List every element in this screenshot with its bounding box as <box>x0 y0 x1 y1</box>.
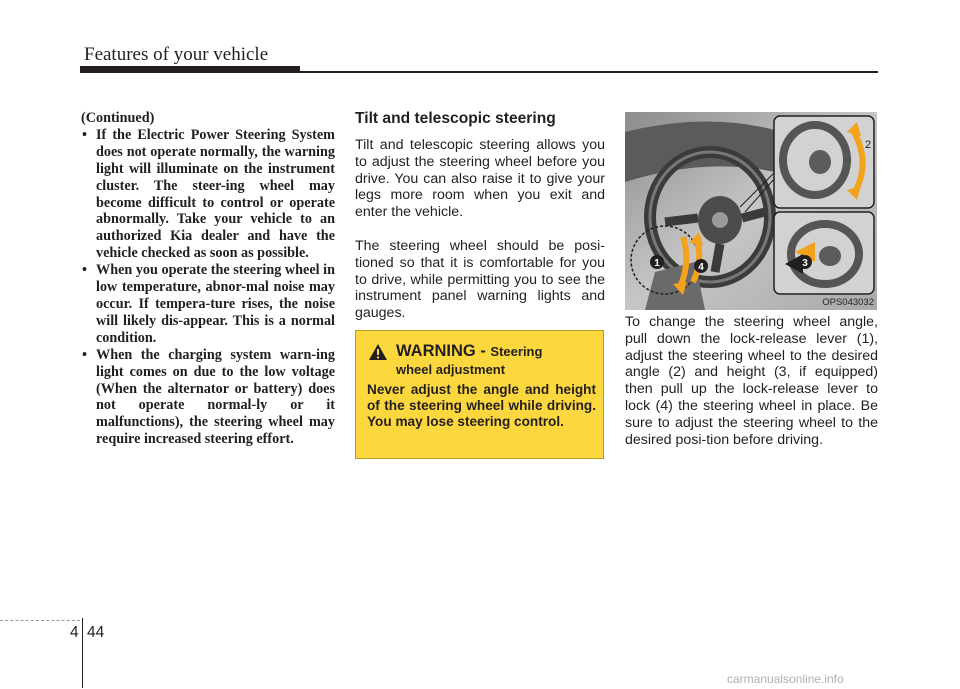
warning-body: Never adjust the angle and height of the steering wheel while driving. You may lose steering control. <box>367 382 596 429</box>
list-item: • If the Electric Power Steering System does not operate normally, the warning light will illuminate on the instrument cluster. The steer-ing wheel may become difficult to control or operate abnormally. Take your vehicle to an authorized Kia dealer and have the vehicle checked as soon as possible. <box>81 127 335 262</box>
watermark: carmanualsonline.info <box>727 672 844 686</box>
paragraph: The steering wheel should be posi-tioned so that it is comfortable for you to drive, while permitting you to see the instrument panel warning lights and gauges. <box>355 237 605 322</box>
warning-triangle-icon <box>368 343 388 361</box>
header-rule <box>300 71 878 73</box>
column-3-text: To change the steering wheel angle, pull down the lock-release lever (1), adjust the steering wheel to the desired angle (2) and height (3, if equipped) then pull up the lock-release lever to lock (4) the steering wheel in place. Be sure to adjust the steering wheel to the desired posi-tion before driving. <box>625 314 878 448</box>
warning-subject-line2: wheel adjustment <box>396 362 506 377</box>
page-number-value: 44 <box>87 624 105 641</box>
callout-4: 4 <box>698 262 704 273</box>
warning-title <box>396 342 596 377</box>
callout-3: 3 <box>802 258 808 269</box>
footer-divider <box>0 620 80 622</box>
header-title: Features of your vehicle <box>84 44 269 65</box>
figure-code: OPS043032 <box>822 297 874 308</box>
page-number <box>70 624 104 642</box>
warning-subject: Steering <box>490 344 543 359</box>
steering-illustration-graphic <box>625 112 877 310</box>
list-item: • When the charging system warn-ing light comes on due to the low voltage (When the alternator or battery) does not operate normal-ly or it malfunctions), the steering wheel may require increased steering effort. <box>81 347 335 448</box>
callout-2: 2 <box>865 139 872 151</box>
column-2 <box>355 110 605 339</box>
warning-box <box>355 330 604 459</box>
steering-adjustment-illustration <box>625 112 877 310</box>
paragraph: Tilt and telescopic steering allows you to adjust the steering wheel before you drive. You can also raise it to give your legs more room when you exit and enter the vehicle. <box>355 137 605 221</box>
warning-label: WARNING - <box>396 342 491 360</box>
callout-1: 1 <box>654 258 660 269</box>
header-bar <box>80 66 300 73</box>
continued-label: (Continued) <box>81 110 155 126</box>
section-number: 4 <box>70 624 79 641</box>
section-title: Tilt and telescopic steering <box>355 110 556 127</box>
column-1 <box>81 110 335 448</box>
bullet-list <box>81 127 335 448</box>
list-item: • When you operate the steering wheel in low temperature, abnor-mal noise may occur. If tempera-ture rises, the noise will likely dis-appear. This is a normal condition. <box>81 262 335 347</box>
